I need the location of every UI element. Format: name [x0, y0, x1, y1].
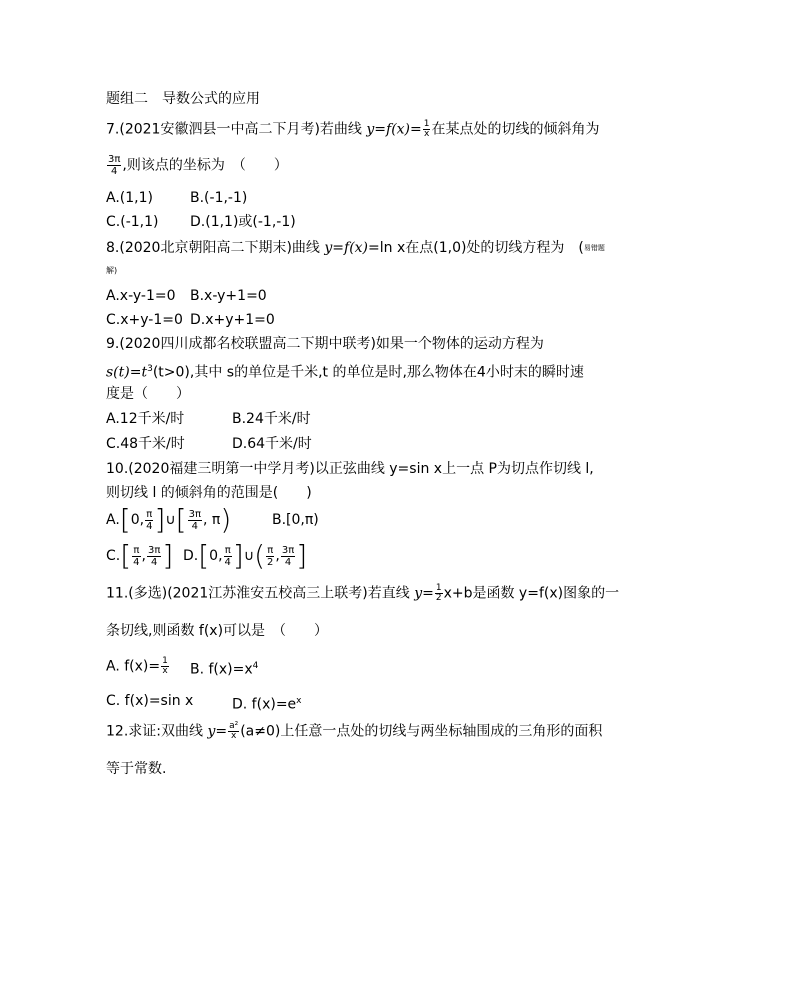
question-10-line2: 则切线 l 的倾斜角的范围是( )	[106, 485, 312, 501]
q8-text-b: =ln x在点(1,0)处的切线方程为 (	[368, 240, 584, 256]
q9-option-a: A.12千米/时	[106, 411, 185, 427]
q11-a-text: A. f(x)=	[106, 658, 161, 675]
paren-close-icon: )	[220, 503, 232, 536]
q10-c-label: C.	[106, 548, 121, 564]
bracket-close-icon: ]	[162, 539, 174, 572]
q12-text-b: (a≠0)上任意一点处的切线与两坐标轴围成的三角形的面积	[240, 723, 603, 740]
question-12-line1	[106, 722, 602, 741]
q10-d-label: D.	[183, 548, 199, 564]
q9-option-c: C.48千米/时	[106, 436, 185, 452]
question-7-line1	[106, 120, 599, 139]
q7-text-a: 7.(2021安徽泗县一中高二下月考)若曲线	[106, 121, 367, 138]
q12-y: y=	[207, 723, 228, 740]
question-9-line2	[106, 360, 584, 382]
q9-text: (t>0),其中 s的单位是千米,t 的单位是时,那么物体在4小时末的瞬时速	[152, 364, 584, 381]
q8-option-a: A.x-y-1=0	[106, 288, 176, 304]
q7-fraction: $\frac{1}{x}$	[423, 119, 430, 139]
q11-b-exponent: 4	[252, 661, 259, 671]
q8-function: y=f(x)	[324, 240, 369, 256]
bracket-close-icon: ]	[232, 539, 244, 572]
q10-option-a	[106, 505, 231, 535]
q10-d-frac3: $\frac{3\pi}{4}$	[281, 544, 295, 568]
q10-c-frac2: $\frac{3\pi}{4}$	[148, 544, 161, 568]
union-symbol: ∪	[243, 548, 255, 564]
q10-c-frac1: $\frac{\pi}{4}$	[133, 544, 140, 568]
q11-option-d	[232, 692, 302, 714]
question-12-line2: 等于常数.	[106, 761, 167, 777]
q10-d-frac2: $\frac{\pi}{2}$	[267, 544, 274, 568]
q7-text-b: 在某点处的切线的倾斜角为	[431, 121, 600, 138]
q7-option-c: C.(-1,1)	[106, 214, 159, 230]
bracket-close-icon: ]	[296, 539, 308, 572]
q7-option-d: D.(1,1)或(-1,-1)	[190, 214, 296, 230]
q10-a-tail: , π	[202, 512, 221, 528]
question-10-line1: 10.(2020福建三明第一中学月考)以正弦曲线 y=sin x上一点 P为切点作切线 l,	[106, 461, 594, 477]
q9-option-d: D.64千米/时	[232, 436, 312, 452]
q11-d-text: D. f(x)=e	[232, 696, 297, 713]
question-11-line1	[106, 584, 619, 603]
q11-fraction: $\frac{1}{2}$	[435, 583, 442, 603]
section-heading: 题组二 导数公式的应用	[106, 91, 260, 107]
bracket-close-icon: ]	[154, 503, 166, 536]
q8-tag-continuation: 解)	[106, 266, 118, 275]
q11-option-a	[106, 657, 170, 676]
q8-tag: 易错题	[583, 244, 605, 252]
q10-option-d: D.[0, $\frac{\pi}{4}$ ]∪( $\frac{\pi}{2}$ , $\frac{3\pi}{4}$ ]	[183, 539, 308, 572]
q7-option-b: B.(-1,-1)	[190, 190, 248, 206]
q11-option-b	[190, 657, 258, 679]
q7-function: y=f(x)=	[366, 121, 422, 138]
bracket-open-icon: [	[119, 503, 131, 536]
q11-text-b: x+b是函数 y=f(x)图象的一	[443, 585, 620, 602]
q9-exponent: 3	[147, 364, 153, 374]
q10-option-b: B.[0,π)	[272, 512, 319, 528]
q8-option-b: B.x-y+1=0	[190, 288, 267, 304]
q10-a-zero: 0,	[130, 512, 145, 528]
q8-option-c: C.x+y-1=0	[106, 312, 183, 328]
q7-option-a: A.(1,1)	[106, 190, 153, 206]
question-9-line1: 9.(2020四川成都名校联盟高二下期中联考)如果一个物体的运动方程为	[106, 336, 544, 352]
q11-a-fraction: $\frac{1}{x}$	[162, 656, 168, 676]
q10-a-label: A.	[106, 512, 120, 528]
question-11-line2: 条切线,则函数 f(x)可以是 （ ）	[106, 623, 329, 639]
bracket-open-icon: [	[120, 539, 132, 572]
q11-option-c: C. f(x)=sin x	[106, 693, 194, 709]
q11-b-text: B. f(x)=x	[190, 661, 253, 678]
q10-a-frac2: $\frac{3\pi}{4}$	[188, 508, 201, 532]
q9-equation: s(t)=t	[106, 364, 148, 381]
q11-text-a: 11.(多选)(2021江苏淮安五校高三上联考)若直线	[106, 585, 415, 602]
q9-option-b: B.24千米/时	[232, 411, 311, 427]
q11-y: y=	[414, 585, 434, 602]
q8-option-d: D.x+y+1=0	[190, 312, 275, 328]
question-7-line2	[106, 154, 288, 177]
question-8-line1	[106, 239, 605, 257]
q10-d-zero: 0,	[209, 548, 223, 564]
q10-option-c: C.[ $\frac{\pi}{4}$ , $\frac{3\pi}{4}$ ]	[106, 539, 174, 572]
q10-a-frac1: $\frac{\pi}{4}$	[146, 508, 153, 532]
bracket-open-icon: [	[198, 539, 210, 572]
bracket-open-icon: [	[175, 503, 187, 536]
q8-text-a: 8.(2020北京朝阳高二下期末)曲线	[106, 240, 325, 256]
q11-d-exponent: x	[296, 696, 302, 706]
q7-text-c: ,则该点的坐标为 （ ）	[122, 157, 288, 174]
paren-open-icon: (	[254, 539, 266, 572]
q12-fraction: $\frac{\text{a²}}{x}$	[229, 721, 239, 741]
union-symbol: ∪	[165, 512, 176, 528]
q7-angle-fraction: $\frac{3\pi}{4}$	[108, 154, 121, 177]
question-9-line3: 度是（ ）	[106, 386, 190, 402]
q12-text-a: 12.求证:双曲线	[106, 723, 208, 740]
q10-d-frac1: $\frac{\pi}{4}$	[224, 544, 231, 568]
